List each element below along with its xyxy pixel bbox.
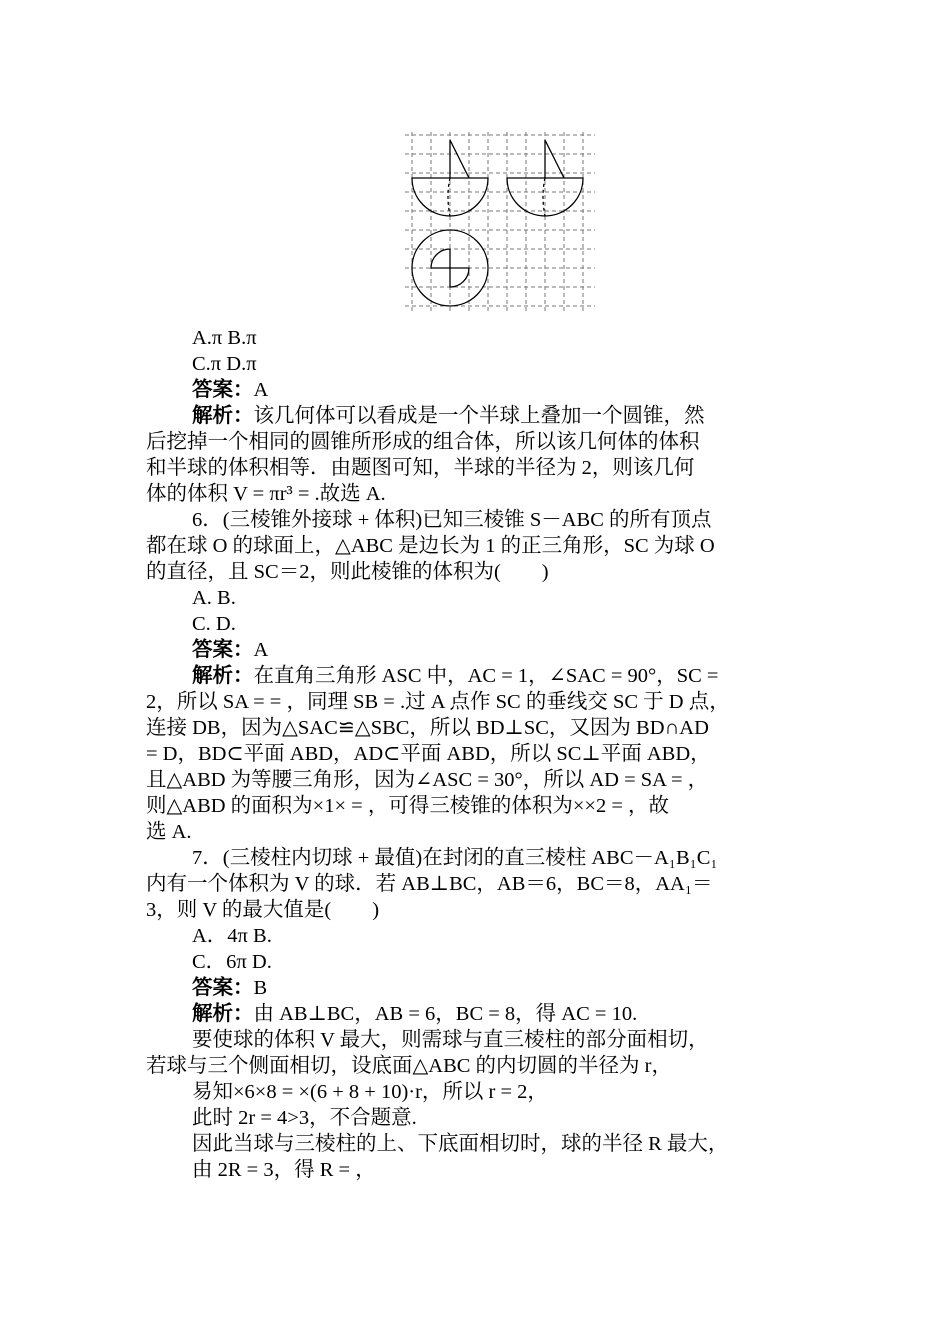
text-line — [146, 871, 810, 897]
line-text: C.π D.π — [192, 353, 257, 375]
text-line — [146, 793, 810, 819]
line-text: C．6π D. — [192, 951, 272, 973]
line-text: 内有一个体积为 V 的球．若 AB⊥BC，AB＝6，BC＝8，AA₁＝ — [146, 873, 713, 895]
line-label: 答案： — [192, 977, 254, 999]
text-line — [146, 403, 810, 429]
text-line — [146, 1131, 810, 1157]
text-line — [146, 819, 810, 845]
text-line — [146, 637, 810, 663]
line-label: 解析： — [192, 1003, 254, 1025]
text-line — [146, 767, 810, 793]
line-label: 答案： — [192, 379, 254, 401]
line-text: 体的体积 V = πr³ = .故选 A. — [146, 483, 386, 505]
line-text: 在直角三角形 ASC 中，AC = 1，∠SAC = 90°，SC = — [253, 665, 719, 687]
line-label: 答案： — [192, 639, 254, 661]
text-line — [146, 689, 810, 715]
line-text: 6．(三棱锥外接球 + 体积)已知三棱锥 S－ABC 的所有顶点 — [192, 509, 712, 531]
three-view-figure — [400, 130, 600, 315]
line-text: 要使球的体积 V 最大，则需球与直三棱柱的部分面相切， — [192, 1029, 709, 1051]
line-text: 连接 DB，因为△SAC≌△SBC，所以 BD⊥SC，又因为 BD∩AD — [146, 717, 709, 739]
line-text: 易知×6×8 = ×(6 + 8 + 10)·r，所以 r = 2， — [192, 1081, 548, 1103]
line-text: 此时 2r = 4>3，不合题意. — [192, 1107, 417, 1129]
text-line — [146, 481, 810, 507]
line-text: 都在球 O 的球面上，△ABC 是边长为 1 的正三角形，SC 为球 O — [146, 535, 715, 557]
text-line — [146, 533, 810, 559]
line-text: A — [253, 379, 269, 401]
text-line — [146, 1027, 810, 1053]
line-text: C. D. — [192, 613, 236, 635]
text-line — [146, 429, 810, 455]
document-body — [146, 325, 810, 1183]
line-text: 后挖掉一个相同的圆锥所形成的组合体，所以该几何体的体积 — [146, 431, 700, 453]
line-text: 2，所以 SA = = ，同理 SB = .过 A 点作 SC 的垂线交 SC 于 D 点， — [146, 691, 730, 713]
line-text: 的直径，且 SC＝2，则此棱锥的体积为( ) — [146, 561, 549, 583]
text-line — [146, 923, 810, 949]
line-text: 7．(三棱柱内切球 + 最值)在封闭的直三棱柱 ABC－A₁B₁C₁ — [192, 847, 718, 869]
line-text: B — [253, 977, 268, 999]
line-text: 由 2R = 3，得 R = ， — [192, 1159, 376, 1181]
line-text: A. B. — [192, 587, 236, 609]
text-line — [146, 325, 810, 351]
text-line — [146, 455, 810, 481]
line-text: 因此当球与三棱柱的上、下底面相切时，球的半径 R 最大， — [192, 1133, 729, 1155]
line-label: 解析： — [192, 405, 254, 427]
line-text: A.π B.π — [192, 327, 257, 349]
text-line — [146, 559, 810, 585]
text-line — [146, 949, 810, 975]
line-text: 且△ABD 为等腰三角形，因为∠ASC = 30°，所以 AD = SA = ， — [146, 769, 709, 791]
line-text: A — [253, 639, 269, 661]
line-text: 则△ABD 的面积为×1× = ，可得三棱锥的体积为××2 = ，故 — [146, 795, 670, 817]
line-label: 解析： — [192, 665, 254, 687]
text-line — [146, 741, 810, 767]
line-text: 3，则 V 的最大值是( ) — [146, 899, 380, 921]
text-line — [146, 1157, 810, 1183]
line-text: 若球与三个侧面相切，设底面△ABC 的内切圆的半径为 r， — [146, 1055, 672, 1077]
line-text: = D，BD⊂平面 ABD，AD⊂平面 ABD，所以 SC⊥平面 ABD， — [146, 743, 711, 765]
line-text: 由 AB⊥BC，AB = 6，BC = 8，得 AC = 10. — [253, 1003, 638, 1025]
line-text: A．4π B. — [192, 925, 272, 947]
text-line — [146, 1105, 810, 1131]
text-line — [146, 897, 810, 923]
text-line — [146, 611, 810, 637]
text-line — [146, 377, 810, 403]
text-line — [146, 585, 810, 611]
text-line — [146, 507, 810, 533]
text-line — [146, 845, 810, 871]
text-line — [146, 1053, 810, 1079]
line-text: 选 A. — [146, 821, 192, 843]
text-line — [146, 975, 810, 1001]
text-line — [146, 715, 810, 741]
line-text: 该几何体可以看成是一个半球上叠加一个圆锥，然 — [253, 405, 705, 427]
line-text: 和半球的体积相等．由题图可知，半球的半径为 2，则该几何 — [146, 457, 695, 479]
text-line — [146, 351, 810, 377]
text-line — [146, 1001, 810, 1027]
text-line — [146, 663, 810, 689]
text-line — [146, 1079, 810, 1105]
